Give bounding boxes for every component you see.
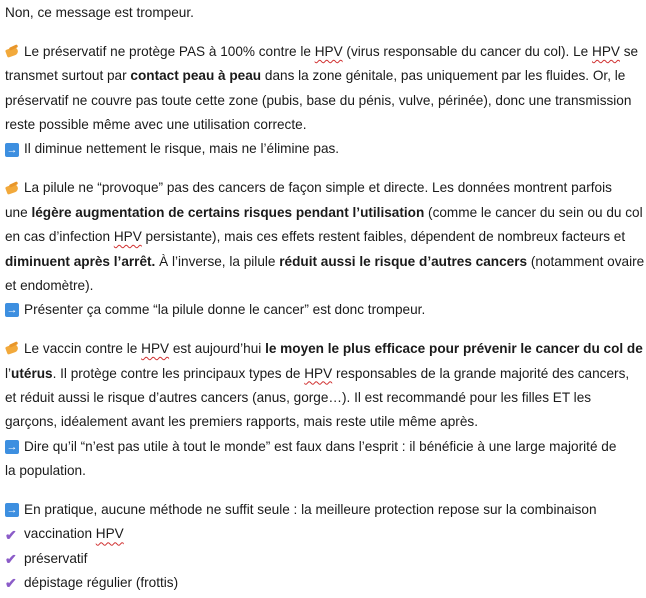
text-run: la population. — [5, 463, 86, 479]
spellcheck-word: HPV — [304, 365, 333, 381]
text-line — [5, 362, 646, 386]
text-run: Présenter ça comme “la pilule donne le cancer” est donc trompeur. — [24, 302, 426, 318]
pointing-hand-icon — [5, 342, 19, 356]
text-run: garçons, idéalement avant les premiers rapports, mais reste utile même après. — [5, 414, 478, 430]
right-arrow-icon: → — [6, 440, 18, 453]
spellcheck-word: HPV — [141, 341, 170, 357]
spellcheck-word: HPV — [95, 526, 124, 542]
right-arrow-icon: → — [6, 304, 18, 317]
text-run: Non, ce message est trompeur. — [5, 5, 194, 20]
text-run: . Il protège contre les principaux types de — [52, 365, 305, 381]
text-line — [5, 201, 646, 225]
right-arrow-icon: → — [6, 143, 18, 156]
text-run: et réduit aussi le risque d’autres cancers (anus, gorge…). Il est recommandé pour les filles ET les — [5, 389, 592, 405]
right-arrow-icon: → — [6, 504, 18, 517]
text-run: l’ — [5, 365, 12, 381]
text-line — [5, 40, 646, 64]
text-run: persistante), mais ces effets restent faibles, dépendent de nombreux facteurs et — [141, 229, 626, 245]
pointing-hand-icon — [5, 182, 19, 196]
bold-text: utérus — [11, 365, 53, 381]
paragraph — [5, 40, 646, 162]
text-line — [5, 410, 646, 434]
text-line — [5, 435, 646, 459]
check-mark-icon: ✔ — [5, 551, 17, 567]
text-run: transmet surtout par — [5, 68, 131, 84]
text-run: Dire qu’il “n’est pas utile à tout le monde” est faux dans l’esprit : il bénéficie à une large majorité de — [24, 438, 617, 454]
text-line — [5, 459, 646, 483]
paragraph — [5, 1, 646, 25]
paragraph — [5, 337, 646, 483]
bold-text: contact peau à peau — [130, 68, 262, 84]
bold-text: diminuent après l’arrêt. — [5, 253, 156, 269]
text-line — [5, 571, 646, 595]
bold-text: le moyen le plus efficace pour prévenir le cancer du col de — [265, 341, 643, 357]
text-run: préservatif — [24, 550, 88, 566]
text-run: Il diminue nettement le risque, mais ne l’élimine pas. — [24, 141, 340, 157]
check-mark-icon: ✔ — [5, 575, 17, 592]
bold-text: légère augmentation de certains risques pendant l’utilisation — [31, 204, 425, 220]
text-run: Le préservatif ne protège PAS à 100% contre le — [24, 43, 315, 59]
text-run: La pilule ne “provoque” pas des cancers de façon simple et directe. Les données montrent parfois — [24, 180, 612, 196]
text-run: dépistage régulier (frottis) — [24, 575, 179, 591]
text-run: préservatif ne couvre pas toute cette zone (pubis, base du pénis, vulve, périnée), donc une transmission — [5, 92, 632, 108]
text-run: et endomètre). — [5, 277, 94, 293]
pointing-hand-icon — [5, 45, 19, 59]
spellcheck-word: HPV — [113, 229, 142, 245]
spellcheck-word: HPV — [314, 43, 343, 59]
text-run: En pratique, aucune méthode ne suffit seule : la meilleure protection repose sur la combinaison — [24, 502, 597, 518]
text-run: (comme le cancer du sein ou du col — [424, 204, 643, 220]
paragraph — [5, 176, 646, 322]
check-mark-icon: ✔ — [5, 526, 17, 543]
text-line — [5, 176, 646, 200]
text-line — [5, 137, 646, 161]
text-line — [5, 547, 646, 571]
text-run: vaccination — [24, 526, 96, 542]
text-run: Le vaccin contre le — [24, 341, 142, 357]
text-run: une — [5, 204, 32, 220]
text-run: se — [619, 43, 639, 59]
text-line — [5, 225, 646, 249]
bold-text: réduit aussi le risque d’autres cancers — [279, 253, 528, 269]
spellcheck-word: HPV — [592, 43, 620, 59]
text-run: (notamment ovaire — [527, 253, 645, 269]
text-run: responsables de la grande majorité des cancers, — [332, 365, 630, 381]
text-run: À l’inverse, la pilule — [155, 253, 280, 269]
text-run: reste possible même avec une utilisation correcte. — [5, 117, 307, 133]
text-line — [5, 337, 646, 361]
text-run: dans la zone génitale, pas uniquement par les fluides. Or, le — [261, 68, 626, 84]
paragraph — [5, 498, 646, 596]
text-line — [5, 386, 646, 410]
text-run: est aujourd’hui — [169, 341, 266, 357]
text-line — [5, 64, 646, 88]
text-line — [5, 113, 646, 137]
text-line — [5, 298, 646, 322]
text-line — [5, 250, 646, 274]
text-line — [5, 498, 646, 522]
text-line — [5, 1, 646, 25]
text-line — [5, 274, 646, 298]
text-line — [5, 89, 646, 113]
text-run: (virus responsable du cancer du col). Le — [342, 43, 592, 59]
text-run: en cas d’infection — [5, 229, 114, 245]
text-line — [5, 522, 646, 546]
